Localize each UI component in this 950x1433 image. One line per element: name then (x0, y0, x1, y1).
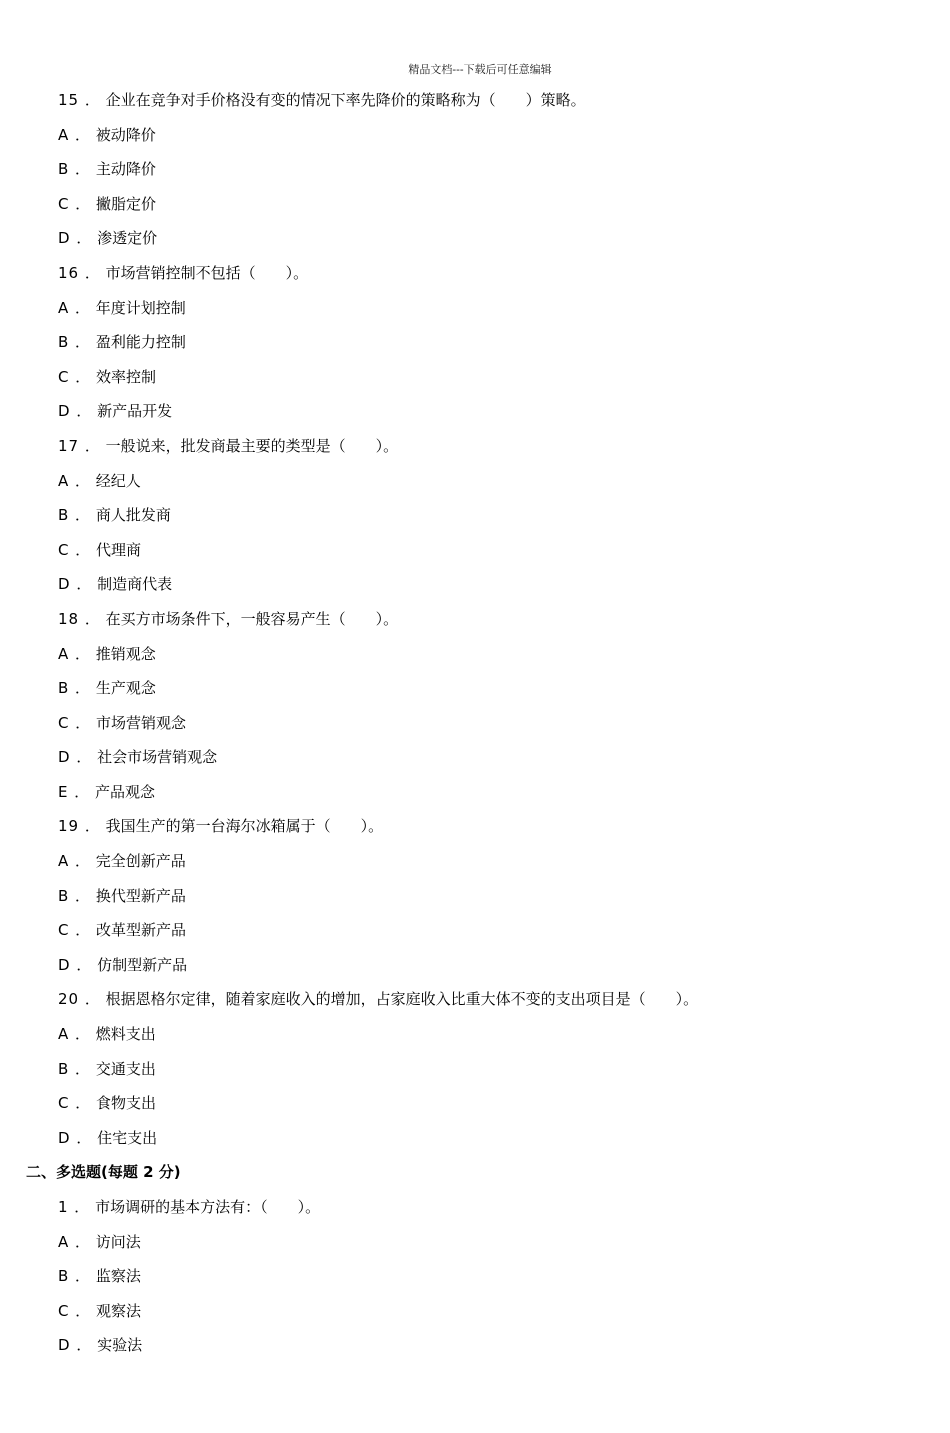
option-letter: E ． (58, 782, 91, 801)
option-b (0, 879, 950, 914)
question-stem: 根据恩格尔定律，随着家庭收入的增加，占家庭收入比重大体不变的支出项目是（ ）。 (100, 990, 699, 1009)
option-c (0, 1086, 950, 1121)
option-letter: C ． (58, 367, 92, 386)
option-text: 仿制型新产品 (92, 955, 188, 974)
option-a (0, 464, 950, 499)
option-a (0, 1017, 950, 1052)
question-stem: 我国生产的第一台海尔冰箱属于（ ）。 (100, 817, 384, 836)
option-a (0, 1225, 950, 1260)
question-20 (0, 982, 950, 1017)
option-letter: A ． (58, 471, 92, 490)
option-text: 新产品开发 (92, 402, 173, 421)
question-number: 1 ． (58, 1198, 91, 1216)
option-letter: A ． (58, 125, 92, 144)
option-letter: A ． (58, 852, 92, 871)
option-text: 被动降价 (91, 125, 156, 144)
section-title-multi-choice: 二、多选题(每题 2 分) (26, 1163, 181, 1182)
option-letter: D ． (58, 1336, 93, 1355)
option-letter: D ． (58, 575, 93, 594)
question-number: 15 ． (58, 91, 101, 109)
option-c (0, 913, 950, 948)
question-18 (0, 602, 950, 637)
option-text: 效率控制 (91, 367, 157, 386)
option-text: 换代型新产品 (91, 886, 186, 905)
option-letter: B ． (58, 333, 92, 352)
option-b (0, 1259, 950, 1294)
option-d (0, 394, 950, 429)
option-letter: B ． (58, 1059, 92, 1078)
option-text: 社会市场营销观念 (92, 748, 218, 767)
option-a (0, 291, 950, 326)
option-b (0, 1052, 950, 1087)
option-a (0, 118, 950, 153)
option-c (0, 187, 950, 222)
option-letter: C ． (58, 713, 92, 732)
option-text: 年度计划控制 (91, 298, 186, 317)
option-d (0, 221, 950, 256)
option-text: 盈利能力控制 (91, 333, 186, 352)
option-letter: D ． (58, 402, 93, 421)
option-d (0, 1328, 950, 1363)
option-c (0, 533, 950, 568)
option-letter: C ． (58, 921, 92, 940)
question-16 (0, 256, 950, 291)
option-d (0, 948, 950, 983)
option-text: 渗透定价 (92, 229, 158, 248)
question-stem: 一般说来，批发商最主要的类型是（ ）。 (100, 436, 399, 455)
option-text: 访问法 (91, 1232, 141, 1251)
option-letter: A ． (58, 1025, 92, 1044)
option-text: 完全创新产品 (91, 852, 186, 871)
option-b (0, 671, 950, 706)
option-text: 住宅支出 (92, 1128, 158, 1147)
question-15 (0, 83, 950, 118)
option-letter: A ． (58, 298, 92, 317)
option-text: 撇脂定价 (91, 194, 157, 213)
question-stem: 市场营销控制不包括（ ）。 (100, 263, 309, 282)
option-b (0, 325, 950, 360)
option-c (0, 1294, 950, 1329)
option-text: 监察法 (91, 1267, 141, 1286)
option-text: 观察法 (91, 1301, 142, 1320)
question-number: 18 ． (58, 609, 101, 628)
option-text: 主动降价 (91, 160, 156, 179)
option-letter: D ． (58, 1128, 93, 1147)
question-number: 20 ． (58, 990, 101, 1009)
option-text: 经纪人 (91, 471, 141, 490)
option-letter: C ． (58, 540, 92, 559)
option-text: 代理商 (91, 540, 142, 559)
option-letter: B ． (58, 1267, 92, 1286)
question-stem: 在买方市场条件下，一般容易产生（ ）。 (100, 609, 399, 628)
option-text: 燃料支出 (91, 1025, 156, 1044)
option-text: 制造商代表 (92, 575, 173, 594)
option-b (0, 152, 950, 187)
question-number: 17 ． (58, 436, 101, 455)
option-text: 生产观念 (91, 679, 156, 698)
option-text: 改革型新产品 (91, 921, 187, 940)
option-text: 实验法 (92, 1336, 143, 1355)
question-17 (0, 429, 950, 464)
option-letter: B ． (58, 506, 92, 525)
option-e (0, 775, 950, 810)
option-letter: A ． (58, 1232, 92, 1251)
option-a (0, 844, 950, 879)
option-letter: B ． (58, 160, 92, 179)
option-letter: D ． (58, 229, 93, 248)
question-19 (0, 809, 950, 844)
option-letter: A ． (58, 644, 92, 663)
option-text: 产品观念 (90, 782, 156, 801)
option-text: 市场营销观念 (91, 713, 187, 732)
option-text: 商人批发商 (91, 506, 171, 525)
question-stem: 市场调研的基本方法有：（ ）。 (90, 1198, 321, 1216)
option-text: 交通支出 (91, 1059, 156, 1078)
option-letter: D ． (58, 955, 93, 974)
option-letter: C ． (58, 194, 92, 213)
option-letter: C ． (58, 1301, 92, 1320)
option-d (0, 567, 950, 602)
option-c (0, 360, 950, 395)
option-letter: B ． (58, 679, 92, 698)
document-body (0, 83, 950, 1363)
option-letter: D ． (58, 748, 93, 767)
option-letter: C ． (58, 1094, 92, 1113)
question-number: 16 ． (58, 263, 101, 282)
option-d (0, 740, 950, 775)
option-d (0, 1121, 950, 1156)
option-a (0, 637, 950, 672)
option-text: 推销观念 (91, 644, 156, 663)
option-b (0, 498, 950, 533)
option-c (0, 706, 950, 741)
option-letter: B ． (58, 886, 92, 905)
question-number: 19 ． (58, 817, 101, 836)
page-header: 精品文档---下载后可任意编辑 (408, 63, 552, 76)
question-multi-1 (0, 1190, 950, 1225)
option-text: 食物支出 (91, 1094, 157, 1113)
question-stem: 企业在竞争对手价格没有变的情况下率先降价的策略称为（ ）策略。 (100, 91, 586, 109)
